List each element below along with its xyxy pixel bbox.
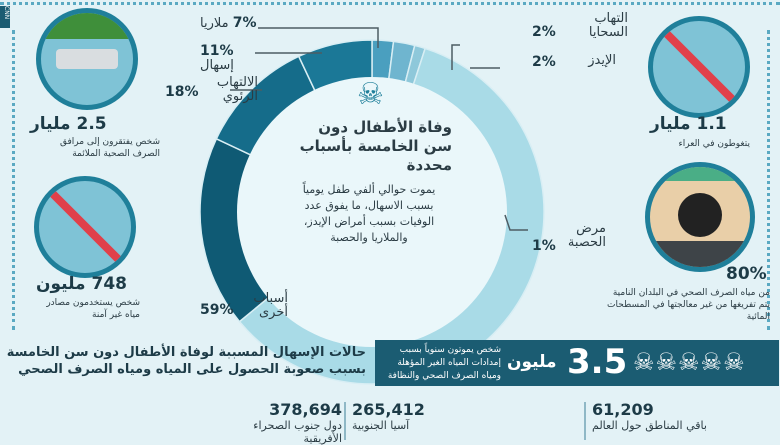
chart-description: يموت حوالي ألفي طفل يومياً بسبب الاسهال، ما يفوق عدد الوفيات بسبب أمراض الإيدز، والملاريا والحصبة <box>302 183 436 244</box>
meningitis-label: التهاب السحايا <box>588 11 628 40</box>
stat-value: 378,694 <box>269 400 342 419</box>
pneumonia-pct: 18% <box>165 84 199 100</box>
skull-row-icon: ☠☠☠☠☠ <box>633 348 746 376</box>
malaria-pct: 7% <box>232 15 257 31</box>
sanitation-value: 2.5 مليار <box>30 114 107 134</box>
malaria-label: ملاريا <box>200 16 229 31</box>
water-text: شخص يستخدمون مصادر مياه غير آمنة <box>46 298 140 320</box>
stat-south-asia <box>352 400 432 432</box>
open-defecation-value: 1.1 مليار <box>650 114 727 134</box>
water-value: 748 مليون <box>36 274 127 294</box>
no-toilet-icon <box>648 16 750 118</box>
banner-unit: مليون <box>507 352 557 372</box>
meningitis-pct: 2% <box>532 24 556 40</box>
divider <box>344 402 346 440</box>
stat-label: باقي المناطق حول العالم <box>592 419 707 432</box>
deaths-banner <box>375 340 779 386</box>
diarrhea-pct: 11% <box>200 43 234 59</box>
measles-pct: 1% <box>532 238 556 254</box>
wastewater-value: 80% <box>726 264 767 284</box>
stat-label: آسيا الجنوبية <box>352 419 410 432</box>
other-label: أسباب أخرى <box>253 291 288 320</box>
stat-label: دول جنوب الصحراء الأفريقية <box>253 419 342 445</box>
sewage-pipe-icon <box>645 162 755 272</box>
bottom-title: حالات الإسهال المسببة لوفاة الأطفال دون سن الخامسة بسبب صعوبة الحصول على المياه ومياه الصرف الصحي <box>6 345 366 377</box>
pipe-icon <box>36 8 138 110</box>
no-tap-water-icon <box>34 176 136 278</box>
aids-pct: 2% <box>532 54 556 70</box>
open-defecation-text: يتغوطون في العراء <box>678 139 750 149</box>
cnn-logo: CNN <box>0 6 10 28</box>
aids-label: الإيدز <box>588 53 616 68</box>
stat-value: 265,412 <box>352 400 425 419</box>
banner-text: شخص يموتون سنوياً بسبب إمدادات المياه الغير المؤهلة ومياه الصرف الصحي والنظافة <box>387 345 501 381</box>
stat-rest-of-world <box>592 400 742 432</box>
diarrhea-label: إسهال <box>200 58 234 73</box>
measles-label: مرض الحصبة <box>567 221 606 250</box>
wastewater-text: من مياه الصرف الصحي في البلدان النامية يتم تفريغها من غير معالجتها في المسطحات المائية <box>607 288 770 322</box>
sanitation-text: شخص يفتقرون إلى مرافق الصرف الصحية الملائمة <box>59 137 160 159</box>
other-pct: 59% <box>200 302 234 318</box>
divider <box>584 402 586 440</box>
chart-title: وفاة الأطفال دون سن الخامسة بأسباب محددة <box>299 118 452 174</box>
skull-icon: ☠ <box>357 77 384 112</box>
pneumonia-label: الالتهاب الرئوي <box>216 75 258 104</box>
stat-value: 61,209 <box>592 400 654 419</box>
stat-africa <box>236 400 342 445</box>
banner-value: 3.5 <box>567 342 628 382</box>
